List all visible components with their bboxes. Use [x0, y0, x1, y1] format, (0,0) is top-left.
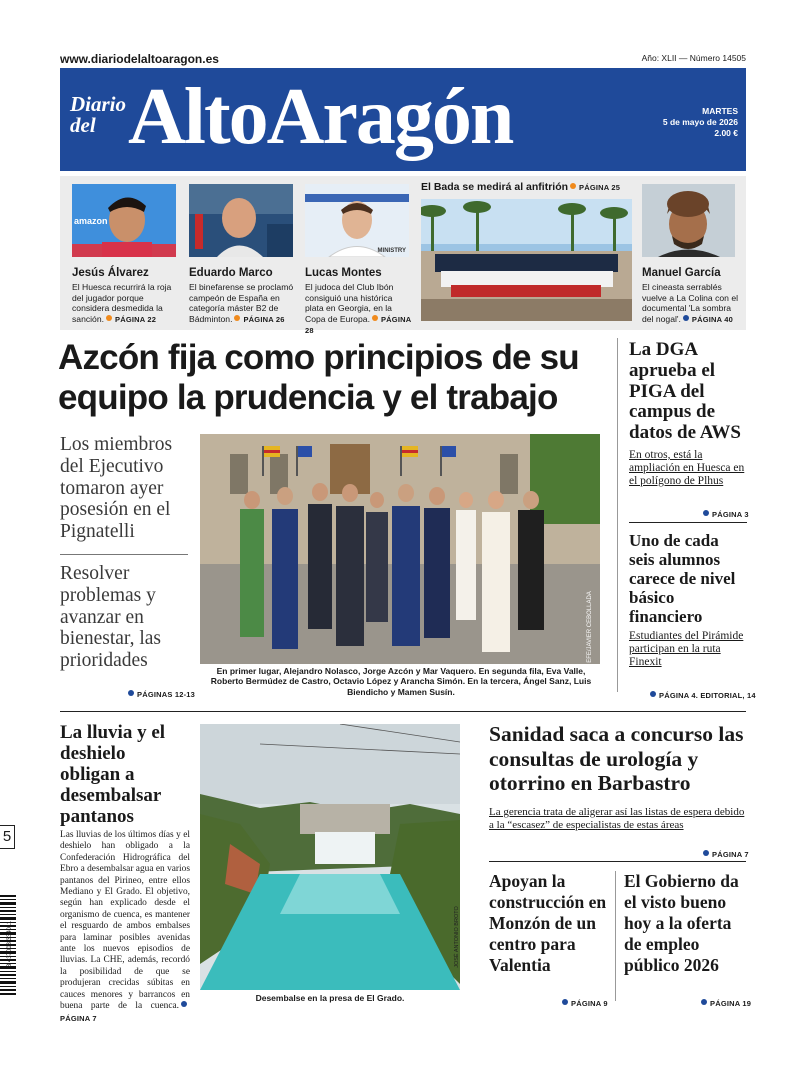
lead-photo-credit: EFE/JAVIER CEBOLLADA [587, 591, 594, 663]
badminton-portrait-icon [189, 184, 293, 257]
section-number-badge [0, 825, 15, 849]
bada-title[interactable] [421, 181, 620, 193]
masthead-date: 5 de mayo de 2026 [662, 117, 738, 127]
teaser-text-alvarez [72, 282, 180, 325]
masthead-logo: AltoAragón [128, 73, 513, 161]
teaser-photo-montes[interactable] [305, 184, 409, 257]
lead-pages: PÁGINAS 12-13 [137, 690, 196, 699]
monzon-page: PÁGINA 9 [571, 999, 608, 1008]
teaser-name-marco[interactable]: Eduardo Marco [189, 267, 273, 279]
teaser-photo-marco[interactable] [189, 184, 293, 257]
bullet-icon [128, 690, 134, 696]
teaser-text-marco [189, 282, 297, 325]
teaser-name-montes[interactable]: Lucas Montes [305, 267, 382, 279]
lead-divider [60, 554, 188, 555]
bullet-icon [234, 315, 240, 321]
teaser-name-alvarez[interactable]: Jesús Álvarez [72, 267, 149, 279]
reservoir-photo-credit: JOSÉ ANTONIO BROTO [454, 906, 460, 968]
right-col-rule [629, 522, 747, 523]
dam-photo-icon [200, 724, 460, 990]
bullet-icon [701, 999, 707, 1005]
page-ref-montes[interactable]: PÁGINA 28 [305, 314, 412, 336]
masthead-banner [60, 68, 746, 171]
dga-page-ref[interactable] [703, 504, 749, 522]
lead-photo-caption: En primer lugar, Alejandro Nolasco, Jorge Azcón y Mar Vaquero. En segunda fila, Eva Valle, Roberto Bermúdez de Castro, Octavio López y Arancha Simón. En la tercera, Ángel Sanz, Luis Biendicho y Mamen Susín. [210, 666, 592, 697]
government-group-photo-icon [200, 434, 600, 664]
reservoir-caption: Desembalse en la presa de El Grado. [255, 993, 405, 1003]
logo-del: del [70, 113, 96, 137]
page-ref-garcia[interactable]: PÁGINA 40 [691, 314, 734, 324]
teaser-text-garcia [642, 282, 740, 325]
dga-headline[interactable]: La DGA aprueba el PIGA del campus de datos de AWS [629, 339, 741, 444]
sanidad-headline[interactable]: Sanidad saca a concurso las consultas de urología y otorrino en Barbastro [489, 722, 744, 795]
teaser-body-alvarez: El Huesca recurrirá la roja del jugador porque considera desmedida la sanción. [72, 282, 172, 324]
teaser-photo-garcia[interactable] [642, 184, 735, 257]
lead-subhead-1: Los miembros del Ejecutivo tomaron ayer posesión en el Pignatelli [60, 434, 173, 543]
barcode-digits: 8 437008 334011 [7, 920, 13, 968]
lead-photo[interactable] [200, 434, 600, 664]
judoka-portrait-icon [305, 184, 409, 257]
lluvia-page[interactable]: PÁGINA 7 [60, 1013, 97, 1023]
alumnos-page: PÁGINA 4. EDITORIAL, 14 [659, 691, 756, 700]
alumnos-headline[interactable]: Uno de cada seis alumnos carece de nivel básico financiero [629, 531, 736, 626]
alumnos-subhead: Estudiantes del Pirámide participan en la ruta Finexit [629, 630, 744, 668]
lluvia-headline[interactable]: La lluvia y el deshielo obligan a desembalsar pantanos [60, 722, 166, 827]
alumnos-page-ref[interactable] [650, 685, 756, 703]
masthead-price: 2.00 € [714, 128, 738, 138]
bullet-icon [703, 850, 709, 856]
bullet-icon [570, 183, 576, 189]
monzon-headline[interactable]: Apoyan la construcción en Monzón de un centro para Valentia [489, 871, 607, 975]
bullet-icon [562, 999, 568, 1005]
barcode [0, 895, 26, 997]
bullet-icon [650, 691, 656, 697]
lluvia-body [60, 830, 190, 1025]
bullet-icon [106, 315, 112, 321]
teaser-text-montes [305, 282, 413, 337]
lead-subhead-2: Resolver problemas y avanzar en bienestar, las prioridades [60, 563, 162, 672]
lead-page-ref[interactable] [128, 684, 195, 702]
masthead-weekday: MARTES [702, 106, 738, 116]
bullet-icon [683, 315, 689, 321]
sanidad-rule [489, 861, 746, 862]
dga-subhead: En otros, está la ampliación en Huesca en el polígono de Plhus [629, 449, 745, 487]
site-url[interactable]: www.diariodelaltoaragon.es [60, 52, 219, 66]
bada-title-text: El Bada se medirá al anfitrión [421, 181, 569, 193]
bullet-icon [372, 315, 378, 321]
lower-col-divider [615, 871, 616, 1001]
logo-diario: Diario [70, 92, 127, 116]
team-group-photo-icon [421, 199, 632, 321]
bullet-icon [181, 1001, 187, 1007]
lluvia-body-text: Las lluvias de los últimos días y el deshielo han obligado a la Confederación Hidrográfica del Ebro a desembalsar agua en varios pantanos del Pirineo, entre ellos Mediano y El Grado. El objetivo, según han explicado desde el organismo de cuenca, es mantener el resguardo de ambos embalses para laminar posibles avenidas ante los nuevos episodios de lluvias. La CHE, además, recordó la posibilidad de que se produjeran crecidas súbitas en cauces menores y barrancos en buena parte de la cuenca. [60, 830, 190, 1012]
empleo-page-ref[interactable] [701, 993, 751, 1011]
sanidad-subhead: La gerencia trata de aligerar así las listas de espera debido a la “escasez” de especialistas de estas áreas [489, 806, 745, 831]
section-number: 5 [2, 828, 12, 845]
bullet-icon [703, 510, 709, 516]
teaser-photo-bada[interactable] [421, 199, 632, 321]
lead-headline[interactable]: Azcón fija como principios de su equipo la prudencia y el trabajo [58, 338, 579, 417]
page-ref-alvarez[interactable]: PÁGINA 22 [115, 314, 157, 324]
empleo-headline[interactable]: El Gobierno da el visto bueno hoy a la oferta de empleo público 2026 [624, 871, 739, 975]
empleo-page: PÁGINA 19 [710, 999, 752, 1008]
teaser-name-garcia[interactable]: Manuel García [642, 267, 721, 279]
ministry-logo-text: MINISTRY [377, 248, 406, 254]
page-ref-bada[interactable]: PÁGINA 25 [579, 183, 621, 192]
monzon-page-ref[interactable] [562, 993, 608, 1011]
teaser-body-garcia: El cineasta serrablés vuelve a La Colina con el documental 'La sombra del nogal'. [642, 282, 739, 324]
sanidad-page: PÁGINA 7 [712, 850, 749, 859]
issue-number: Año: XLII — Número 14505 [641, 53, 746, 63]
page-ref-marco[interactable]: PÁGINA 26 [243, 314, 285, 324]
amazon-logo-text: amazon [74, 216, 108, 226]
dga-page: PÁGINA 3 [712, 510, 749, 519]
filmmaker-portrait-icon [642, 184, 735, 257]
teaser-body-marco: El binefarense se proclamó campeón de España en categoría máster B2 de Bádminton. [189, 282, 294, 324]
section-divider [60, 711, 746, 712]
right-column-divider [617, 338, 618, 692]
reservoir-photo[interactable] [200, 724, 460, 990]
teaser-body-montes: El judoca del Club Ibón consiguió una histórica plata en Georgia, en la Copa de Europa. [305, 282, 394, 324]
sanidad-page-ref[interactable] [703, 844, 749, 862]
teaser-photo-alvarez[interactable] [72, 184, 176, 257]
